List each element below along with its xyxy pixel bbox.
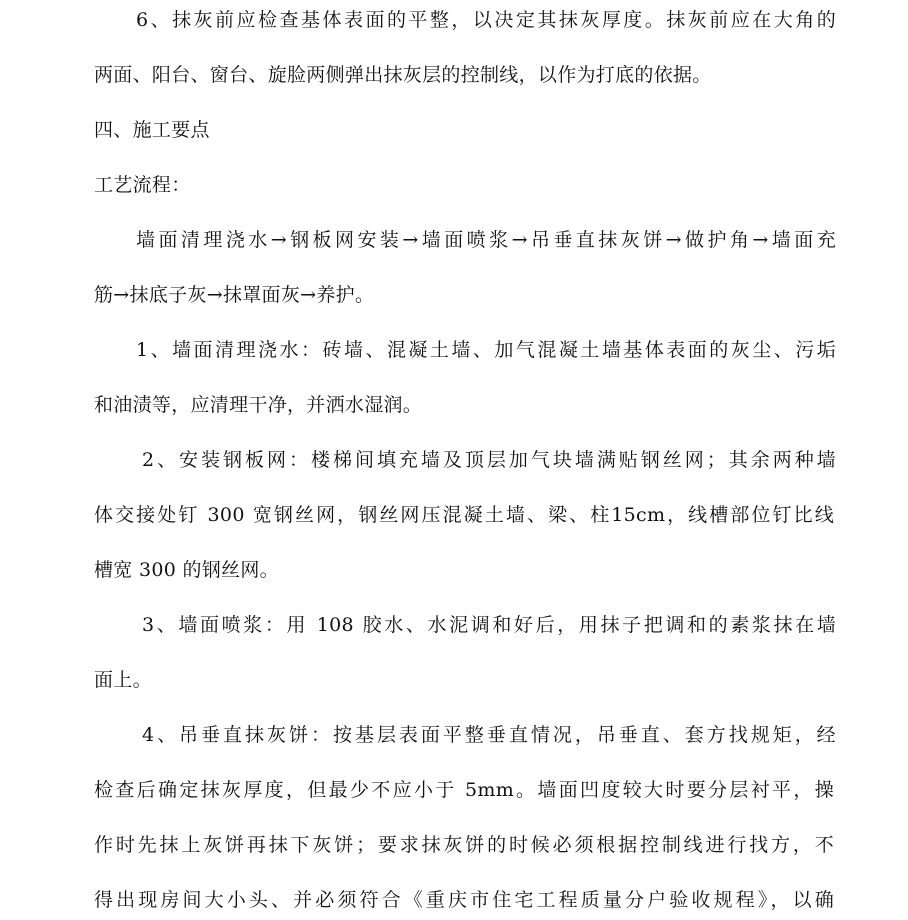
step-3-line-2: 面上。	[94, 669, 152, 691]
section-heading: 四、施工要点	[94, 119, 210, 141]
process-flow-line-1: 墙面清理浇水→钢板网安装→墙面喷浆→吊垂直抹灰饼→做护角→墙面充	[136, 229, 836, 251]
step-2-line-2: 体交接处钉 300 宽钢丝网，钢丝网压混凝土墙、梁、柱15cm，线槽部位钉比线	[94, 504, 834, 526]
step-3-line-1: 3、墙面喷浆：用 108 胶水、水泥调和好后，用抹子把调和的素浆抹在墙	[142, 614, 836, 636]
step-1-line-2: 和油渍等，应清理干净，并洒水湿润。	[94, 394, 423, 416]
step-1-line-1: 1、墙面清理浇水：砖墙、混凝土墙、加气混凝土墙基体表面的灰尘、污垢	[136, 339, 836, 361]
paragraph-6-line-1: 6、抹灰前应检查基体表面的平整，以决定其抹灰厚度。抹灰前应在大角的	[136, 9, 836, 31]
process-flow-line-2: 筋→抹底子灰→抹罩面灰→养护。	[94, 284, 375, 306]
step-4-line-1: 4、吊垂直抹灰饼：按基层表面平整垂直情况，吊垂直、套方找规矩，经	[142, 724, 836, 746]
step-4-line-3: 作时先抹上灰饼再抹下灰饼；要求抹灰饼的时候必须根据控制线进行找方，不	[94, 834, 834, 856]
paragraph-6-line-2: 两面、阳台、窗台、旋脸两侧弹出抹灰层的控制线，以作为打底的依据。	[94, 64, 712, 86]
step-4-line-4: 得出现房间大小头、并必须符合《重庆市住宅工程质量分户验收规程》，以确	[94, 889, 834, 911]
step-4-line-2: 检查后确定抹灰厚度，但最少不应小于 5mm。墙面凹度较大时要分层衬平，操	[94, 779, 834, 801]
step-2-line-3: 槽宽 300 的钢丝网。	[94, 559, 279, 581]
step-2-line-1: 2、安装钢板网：楼梯间填充墙及顶层加气块墙满贴钢丝网；其余两种墙	[142, 449, 836, 471]
process-heading: 工艺流程：	[94, 174, 191, 196]
